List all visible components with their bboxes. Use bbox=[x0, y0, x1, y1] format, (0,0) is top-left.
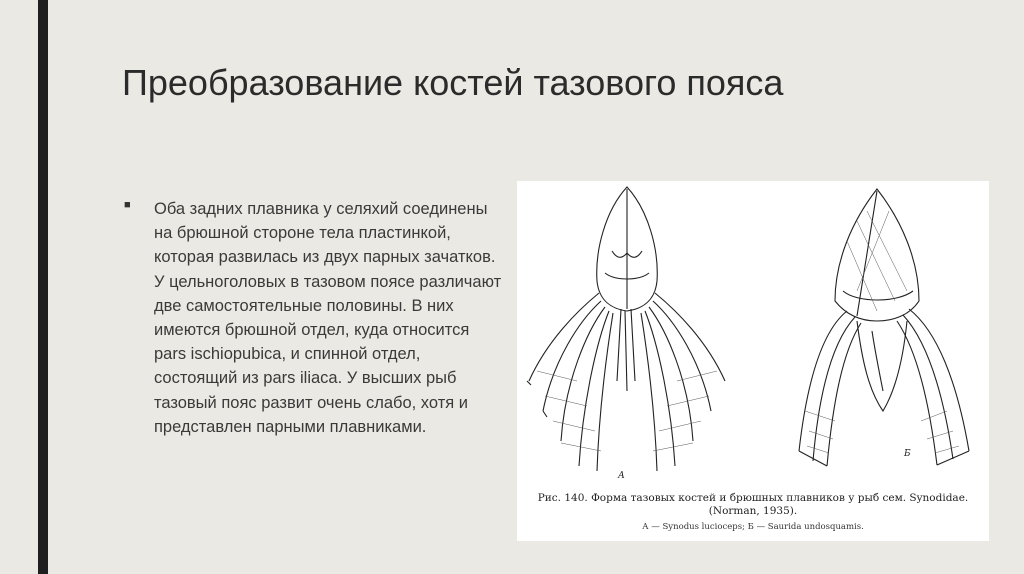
fins-illustration bbox=[517, 181, 989, 541]
pelvic-bones-figure bbox=[517, 181, 989, 541]
figure-label-b: Б bbox=[904, 449, 911, 459]
bullet-square-icon: ■ bbox=[124, 199, 131, 211]
bullet-text: Оба задних плавника у селяхий соединены на брюшной стороне тела пластинкой, которая развилась из двух парных зачатков. У цельноголовых в тазовом поясе различают две самостоятельные половины. В них имеются брюшной отдел, куда относится pars ischiopubica, и спинной отдел, состоящий из pars iliaca. У высших рыб тазовый пояс развит очень слабо, хотя и представлен парными плавниками. bbox=[154, 200, 502, 436]
figure-caption-sub: А — Synodus lucioceps; Б — Saurida undosquamis. bbox=[642, 522, 864, 532]
figure-caption: Рис. 140. Форма тазовых костей и брюшных плавников у рыб сем. Synodidae. (Norman, 1935). bbox=[537, 492, 969, 517]
accent-bar bbox=[38, 0, 48, 574]
figure-label-a: А bbox=[618, 471, 625, 481]
slide-title: Преобразование костей тазового пояса bbox=[122, 62, 784, 103]
